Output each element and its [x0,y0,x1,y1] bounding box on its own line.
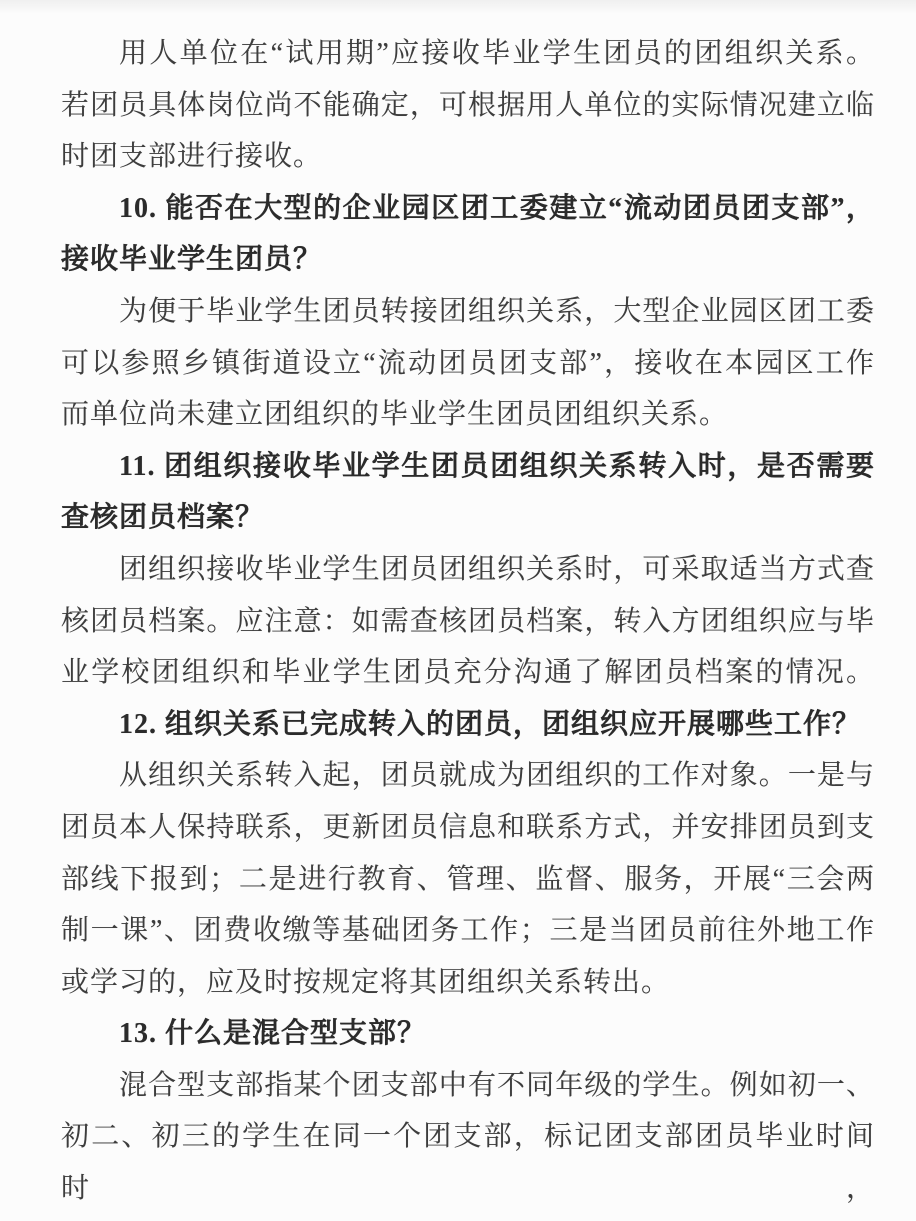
document-line: 初二、初三的学生在同一个团支部，标记团支部团员毕业时间时， [61,1121,875,1205]
scan-edge-shadow [0,0,916,14]
document-line: 查核团员档案？ [61,502,265,534]
document-line: 时团支部进行接收。 [61,141,323,173]
document-line: 若团员具体岗位尚不能确定，可根据用人单位的实际情况建立临 [61,89,875,121]
document-line: 10. 能否在大型的企业园区团工委建立“流动团员团支部”， [119,192,875,224]
question-paragraph [61,699,875,751]
document-line: 11. 团组织接收毕业学生团员团组织关系转入时，是否需要 [119,450,875,482]
question-paragraph [61,441,875,544]
answer-paragraph [61,286,875,441]
document-line: 为便于毕业学生团员转接团组织关系，大型企业园区团工委 [119,295,875,327]
document-line: 部线下报到；二是进行教育、管理、监督、服务，开展“三会两 [61,863,875,895]
document-line: 接收毕业学生团员？ [61,244,323,276]
document-line: 核团员档案。应注意：如需查核团员档案，转入方团组织应与毕 [61,605,875,637]
document-line: 制一课”、团费收缴等基础团务工作；三是当团员前往外地工作 [61,915,875,947]
document-line: 12. 组织关系已完成转入的团员，团组织应开展哪些工作？ [119,708,862,740]
document-line: 业学校团组织和毕业学生团员充分沟通了解团员档案的情况。 [61,657,875,689]
document-line: 或学习的，应及时按规定将其团组织关系转出。 [61,966,671,998]
document-line: 混合型支部指某个团支部中有不同年级的学生。例如初一、 [119,1069,875,1101]
document-body [61,28,875,1205]
document-line: 从组织关系转入起，团员就成为团组织的工作对象。一是与 [119,760,875,792]
answer-paragraph [61,544,875,699]
document-line: 用人单位在“试用期”应接收毕业学生团员的团组织关系。 [119,38,875,69]
answer-paragraph [61,750,875,1008]
document-line: 可以参照乡镇街道设立“流动团员团支部”，接收在本园区工作 [61,347,875,379]
document-line: 团员本人保持联系，更新团员信息和联系方式，并安排团员到支 [61,811,875,843]
question-paragraph [61,183,875,286]
answer-paragraph [61,28,875,183]
document-line: 13. 什么是混合型支部？ [119,1018,427,1050]
document-line: 团组织接收毕业学生团员团组织关系时，可采取适当方式查 [119,553,875,585]
document-line: 而单位尚未建立团组织的毕业学生团员团组织关系。 [61,399,729,431]
answer-paragraph [61,1060,875,1205]
question-paragraph [61,1008,875,1060]
